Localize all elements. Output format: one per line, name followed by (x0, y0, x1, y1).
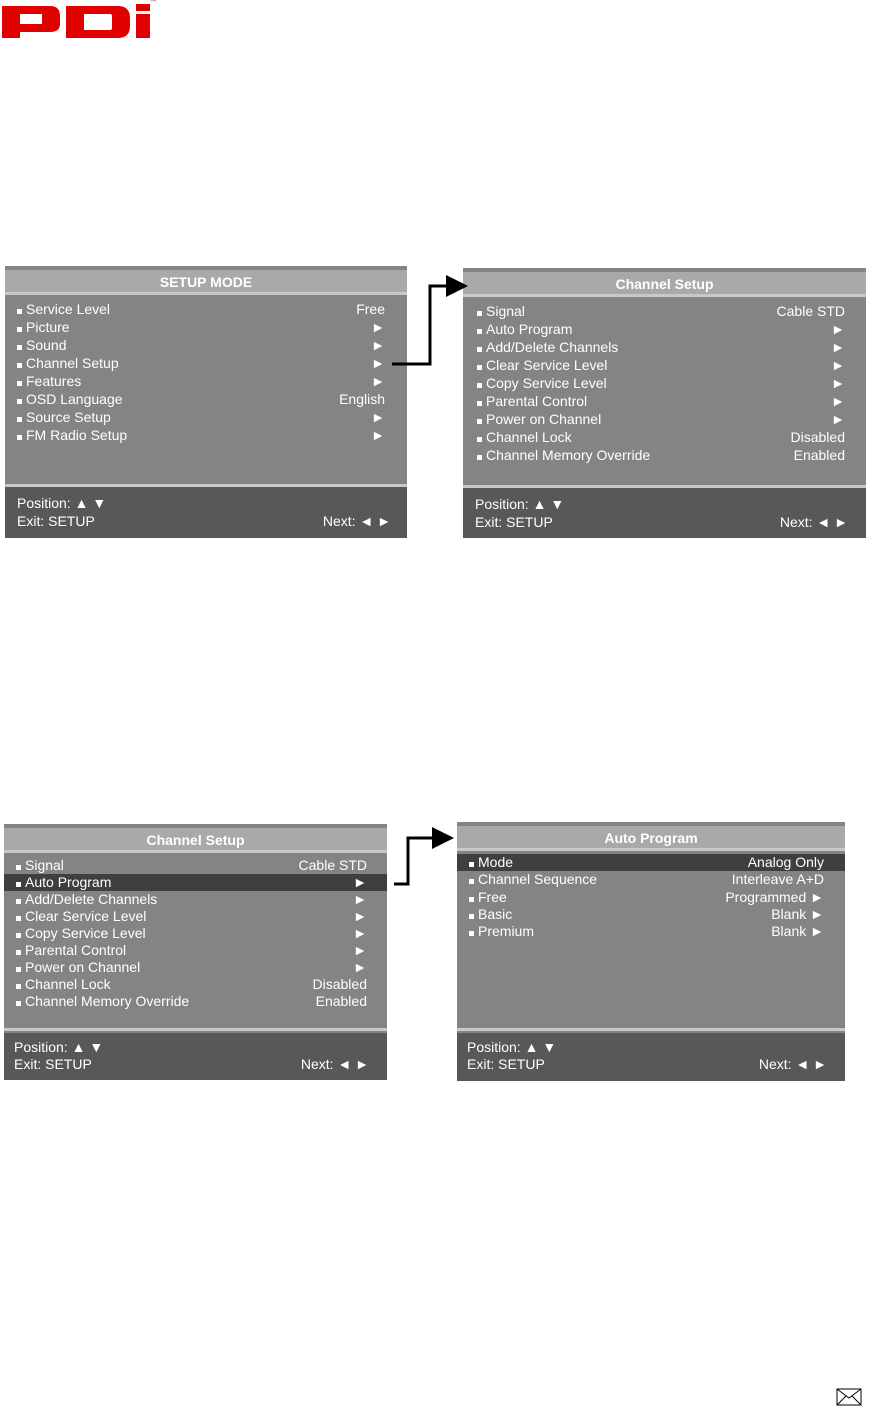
bullet-icon (469, 931, 474, 936)
bullet-icon (16, 984, 21, 989)
bullet-icon (469, 879, 474, 884)
position-hint: Position: ▲ ▼ (14, 1039, 104, 1055)
menu-item-value: Analog Only (747, 854, 824, 870)
menu-item-label: Source Setup (17, 408, 111, 426)
menu-item-label: Channel Setup (17, 354, 119, 372)
bullet-icon (17, 381, 22, 386)
connector-arrow-top (388, 272, 474, 372)
menu-item-value: ► (371, 409, 385, 425)
menu-item-label: Mode (469, 854, 513, 871)
menu-item-channel-lock[interactable] (4, 976, 387, 993)
menu-item-label: Premium (469, 923, 534, 940)
menu-item-label: Free (469, 889, 507, 906)
menu-item-label: Parental Control (16, 942, 126, 959)
position-hint: Position: ▲ ▼ (467, 1039, 557, 1055)
menu-item-free[interactable] (457, 889, 845, 906)
bullet-icon (477, 365, 482, 370)
channel-setup-menu-selected (4, 824, 387, 1080)
bullet-icon (477, 401, 482, 406)
exit-hint: Exit: SETUP (17, 513, 95, 529)
menu-title: SETUP MODE (159, 274, 253, 290)
bullet-icon (17, 327, 22, 332)
menu-item-value: ► (353, 925, 367, 941)
channel-setup-menu (463, 268, 866, 538)
bullet-icon (17, 309, 22, 314)
menu-item-channel-setup[interactable] (5, 354, 407, 372)
next-hint: Next: ◄ ► (779, 514, 848, 530)
menu-item-value: Interleave A+D (731, 871, 824, 888)
menu-item-value: ► (831, 357, 845, 373)
mail-icon[interactable] (836, 1388, 862, 1406)
bullet-icon (477, 329, 482, 334)
menu-item-value: Cable STD (776, 303, 845, 319)
bullet-icon (17, 435, 22, 440)
menu-item-label: Clear Service Level (16, 908, 146, 925)
menu-item-value: ► (353, 959, 367, 975)
menu-item-value: Disabled (312, 976, 367, 992)
exit-hint: Exit: SETUP (467, 1056, 545, 1072)
menu-item-label: Picture (17, 318, 70, 336)
menu-item-value: ► (353, 891, 367, 907)
bullet-icon (16, 916, 21, 921)
menu-item-value: Enabled (315, 993, 367, 1009)
menu-item-value: ► (831, 321, 845, 337)
bullet-icon (469, 897, 474, 902)
menu-item-value: ► (371, 319, 385, 335)
menu-item-label: Channel Memory Override (477, 446, 650, 464)
menu-item-label: FM Radio Setup (17, 426, 127, 444)
bullet-icon (17, 363, 22, 368)
menu-item-value: ► (831, 375, 845, 391)
menu-item-service-level[interactable] (5, 300, 407, 318)
menu-item-label: Signal (16, 857, 64, 874)
menu-item-value: ► (371, 373, 385, 389)
menu-item-parental-control[interactable] (463, 392, 866, 410)
menu-item-label: Channel Sequence (469, 871, 597, 888)
bullet-icon (16, 950, 21, 955)
menu-item-copy-service-level[interactable] (4, 925, 387, 942)
bullet-icon (16, 933, 21, 938)
menu-title: Channel Setup (615, 276, 714, 292)
next-hint: Next: ◄ ► (322, 513, 391, 529)
bullet-icon (16, 882, 21, 887)
menu-item-label: Parental Control (477, 392, 587, 410)
bullet-icon (16, 967, 21, 972)
menu-item-label: Channel Lock (16, 976, 111, 993)
menu-item-premium[interactable] (457, 923, 845, 940)
auto-program-menu (457, 822, 845, 1081)
menu-item-label: Auto Program (477, 320, 572, 338)
menu-item-value: ► (831, 393, 845, 409)
menu-item-value: Disabled (790, 429, 845, 445)
bullet-icon (477, 437, 482, 442)
menu-item-value: ► (831, 339, 845, 355)
bullet-icon (469, 862, 474, 867)
menu-item-value: Enabled (793, 447, 845, 463)
exit-hint: Exit: SETUP (475, 514, 553, 530)
bullet-icon (477, 311, 482, 316)
bullet-icon (17, 399, 22, 404)
bullet-icon (16, 865, 21, 870)
menu-item-clear-service-level[interactable] (4, 908, 387, 925)
menu-item-value: English (339, 391, 385, 407)
next-hint: Next: ◄ ► (300, 1056, 369, 1072)
menu-item-value: Blank ► (771, 923, 824, 940)
position-hint: Position: ▲ ▼ (475, 496, 565, 512)
bullet-icon (469, 914, 474, 919)
menu-item-value: Cable STD (298, 857, 367, 873)
bullet-icon (477, 383, 482, 388)
menu-item-label: Copy Service Level (16, 925, 146, 942)
menu-item-add-delete-channels[interactable] (463, 338, 866, 356)
menu-item-value: Free (356, 301, 385, 317)
bullet-icon (16, 899, 21, 904)
menu-item-label: Power on Channel (16, 959, 140, 976)
menu-title: Auto Program (604, 830, 698, 846)
pdi-logo (0, 0, 170, 44)
bullet-icon (17, 345, 22, 350)
next-hint: Next: ◄ ► (758, 1056, 827, 1072)
menu-item-label: Features (17, 372, 81, 390)
menu-item-label: OSD Language (17, 390, 123, 408)
menu-item-label: Clear Service Level (477, 356, 607, 374)
menu-item-power-on-channel[interactable] (4, 959, 387, 976)
menu-item-source-setup[interactable] (5, 408, 407, 426)
menu-item-clear-service-level[interactable] (463, 356, 866, 374)
menu-item-basic[interactable] (457, 906, 845, 923)
connector-arrow-bottom (390, 822, 466, 892)
menu-item-sound[interactable] (5, 336, 407, 354)
bullet-icon (477, 347, 482, 352)
menu-item-auto-program[interactable] (463, 320, 866, 338)
menu-item-label: Channel Memory Override (16, 993, 189, 1010)
menu-item-value: ► (353, 908, 367, 924)
menu-item-signal[interactable] (463, 302, 866, 320)
menu-item-picture[interactable] (5, 318, 407, 336)
menu-item-channel-lock[interactable] (463, 428, 866, 446)
menu-item-label: Signal (477, 302, 525, 320)
bullet-icon (477, 419, 482, 424)
menu-item-osd-language[interactable] (5, 390, 407, 408)
menu-item-value: ► (353, 942, 367, 958)
menu-item-channel-sequence[interactable] (457, 871, 845, 888)
menu-title: Channel Setup (146, 832, 245, 848)
menu-item-parental-control[interactable] (4, 942, 387, 959)
bullet-icon (17, 417, 22, 422)
menu-item-label: Power on Channel (477, 410, 601, 428)
menu-item-value: ► (353, 874, 367, 890)
menu-item-mode[interactable] (457, 854, 845, 871)
menu-item-value: Programmed ► (725, 888, 824, 905)
menu-item-auto-program[interactable] (4, 874, 387, 891)
menu-item-label: Service Level (17, 300, 110, 318)
trademark-symbol: ™ (150, 0, 156, 5)
menu-item-label: Basic (469, 906, 512, 923)
menu-item-channel-memory-override[interactable] (4, 993, 387, 1010)
menu-item-label: Auto Program (16, 874, 111, 891)
setup-mode-menu (5, 266, 407, 538)
menu-item-value: ► (371, 355, 385, 371)
menu-item-value: ► (371, 427, 385, 443)
position-hint: Position: ▲ ▼ (17, 495, 107, 511)
menu-item-channel-memory-override[interactable] (463, 446, 866, 464)
menu-item-add-delete-channels[interactable] (4, 891, 387, 908)
menu-item-label: Add/Delete Channels (16, 891, 157, 908)
menu-item-label: Add/Delete Channels (477, 338, 618, 356)
bullet-icon (16, 1001, 21, 1006)
menu-item-label: Sound (17, 336, 66, 354)
menu-item-value: ► (831, 411, 845, 427)
menu-item-fm-radio-setup[interactable] (5, 426, 407, 444)
menu-item-value: ► (371, 337, 385, 353)
menu-item-copy-service-level[interactable] (463, 374, 866, 392)
menu-item-label: Copy Service Level (477, 374, 607, 392)
menu-item-features[interactable] (5, 372, 407, 390)
menu-item-power-on-channel[interactable] (463, 410, 866, 428)
exit-hint: Exit: SETUP (14, 1056, 92, 1072)
bullet-icon (477, 455, 482, 460)
menu-item-value: Blank ► (771, 905, 824, 922)
menu-item-signal[interactable] (4, 857, 387, 874)
menu-item-label: Channel Lock (477, 428, 572, 446)
